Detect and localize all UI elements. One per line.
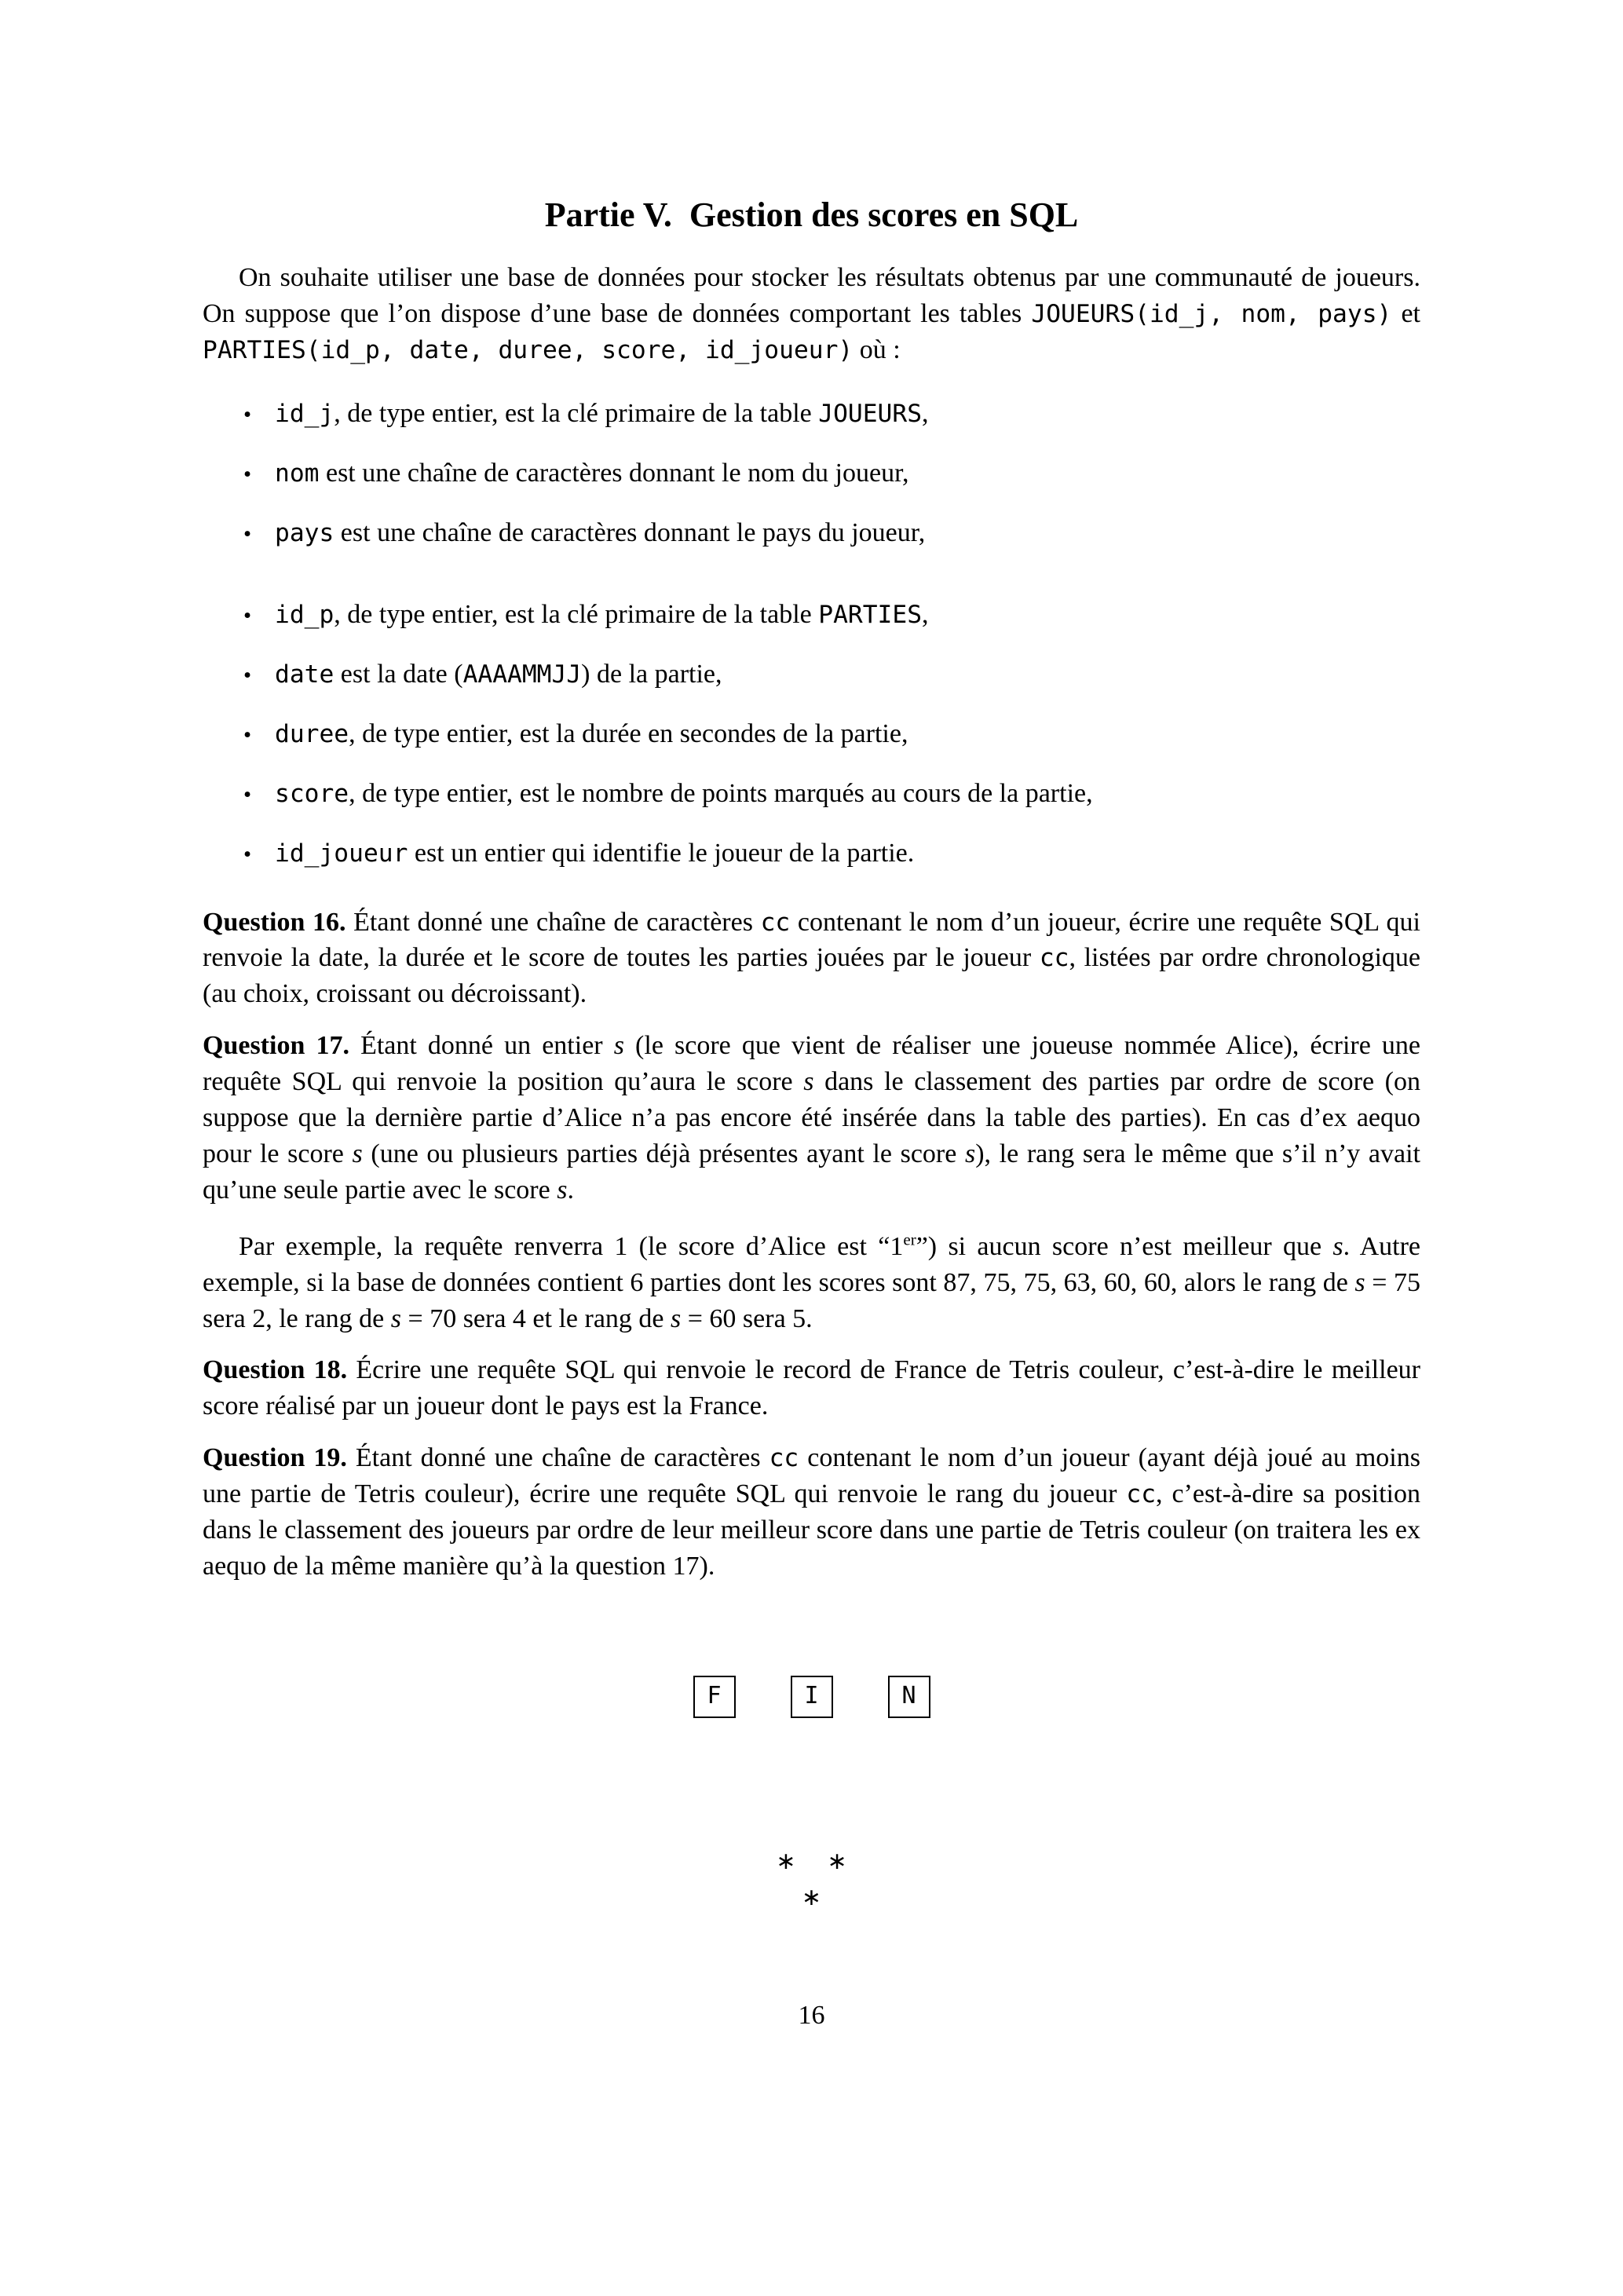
- text-segment-r: Écrire une requête SQL qui renvoie le record de France de Tetris couleur, c’est-à-dire le meilleur score réalisé par un joueur dont le pays est la France.: [203, 1355, 1420, 1421]
- question-17-paragraph: [203, 1028, 1420, 1208]
- text-segment-r: , de type entier, est la clé primaire de la table: [334, 600, 819, 630]
- text-segment-r: est une chaîne de caractères donnant le pays du joueur,: [334, 518, 926, 548]
- text-segment-c: nom: [275, 459, 320, 488]
- text-segment-i: s: [1332, 1231, 1343, 1261]
- list-item-pays: [203, 515, 1420, 551]
- fin-marker: [203, 1676, 1420, 1718]
- text-segment-i: s: [671, 1303, 682, 1333]
- bullet-marker: •: [243, 462, 252, 488]
- end-asterisks-bottom-row: [802, 1886, 821, 1910]
- text-segment-r: = 75 sera 2, le rang de: [203, 1267, 1420, 1333]
- text-segment-c: cc: [769, 1444, 799, 1473]
- text-segment-c: id_joueur: [275, 839, 408, 868]
- text-segment-r: (le score que vient de réaliser une joueuse nommée Alice), écrire une requête SQL qui renvoie la position qu’aura le score: [203, 1031, 1421, 1097]
- page-title: Partie V. Gestion des scores en SQL: [544, 196, 1079, 234]
- bullet-marker: •: [243, 663, 252, 689]
- text-segment-r: ), le rang sera le même que s’il n’y avait qu’une seule partie avec le score: [203, 1139, 1420, 1205]
- text-segment-r: , de type entier, est la durée en secondes de la partie,: [349, 718, 908, 748]
- text-segment-r: = 60 sera 5.: [681, 1303, 813, 1333]
- text-segment-r: On souhaite utiliser une base de données pour stocker les résultats obtenus par une communauté de joueurs. On suppose que l’on dispose d’une base de données comportant les tables: [203, 262, 1420, 328]
- list-item-score: [203, 776, 1420, 812]
- list-item-id-j: [203, 396, 1420, 432]
- text-segment-r: contenant le nom d’un joueur, écrire une requête SQL qui renvoie la date, la durée et le score de toutes les parties jouées par le joueur: [203, 907, 1420, 973]
- text-segment-c: cc: [1039, 944, 1069, 973]
- text-segment-c: PARTIES(id_p, date, duree, score, id_joueur): [203, 335, 854, 364]
- text-segment-r: ,: [922, 399, 929, 429]
- text-segment-c: score: [275, 779, 349, 808]
- text-segment-c: AAAAMMJJ: [462, 660, 582, 689]
- text-segment-r: , listées par ordre chronologique (au choix, croissant ou décroissant).: [203, 943, 1420, 1009]
- list-item-id-p: [203, 597, 1420, 633]
- text-segment-r: , de type entier, est la clé primaire de la table: [334, 399, 819, 429]
- text-segment-c: cc: [760, 908, 791, 937]
- text-segment-b: Question 17.: [203, 1031, 349, 1061]
- bullet-marker: •: [243, 722, 252, 748]
- text-segment-r: où :: [853, 335, 901, 364]
- list-item-text: [275, 835, 1420, 872]
- text-segment-r: est un entier qui identifie le joueur de la partie.: [408, 838, 915, 868]
- text-segment-r: .: [567, 1175, 574, 1205]
- list-item-text: [275, 455, 1420, 492]
- text-segment-r: Par exemple, la requête renverra 1 (le score d’Alice est “1: [239, 1231, 904, 1261]
- text-segment-r: est une chaîne de caractères donnant le nom du joueur,: [319, 459, 909, 488]
- text-segment-r: (une ou plusieurs parties déjà présentes ayant le score: [362, 1139, 965, 1168]
- bullet-marker: •: [243, 521, 252, 547]
- question-19-paragraph: [203, 1440, 1420, 1585]
- asterisk-glyph: ∗: [776, 1848, 796, 1874]
- text-segment-i: s: [557, 1175, 568, 1205]
- text-segment-r: Étant donné une chaîne de caractères: [345, 907, 761, 937]
- text-segment-b: Question 16.: [203, 907, 346, 937]
- list-item-text: [275, 656, 1420, 693]
- text-segment-c: duree: [275, 719, 349, 748]
- list-item-date: [203, 656, 1420, 693]
- text-segment-r: ,: [922, 600, 929, 630]
- text-segment-c: pays: [275, 519, 334, 548]
- fin-letter-box-i: I: [791, 1676, 833, 1718]
- text-segment-i: s: [352, 1139, 363, 1168]
- text-segment-r: contenant le nom d’un joueur (ayant déjà joué au moins une partie de Tetris couleur), écrire une requête SQL qui renvoie le rang du joueur: [203, 1443, 1420, 1509]
- list-item-id-joueur: [203, 835, 1420, 872]
- bullet-marker: •: [243, 781, 252, 807]
- text-segment-r: , de type entier, est le nombre de points marqués au cours de la partie,: [349, 778, 1093, 808]
- text-segment-c: id_j: [275, 400, 334, 429]
- text-segment-c: JOUEURS(id_j, nom, pays): [1031, 299, 1392, 328]
- text-segment-c: id_p: [275, 601, 334, 630]
- text-segment-r: dans le classement des parties par ordre de score (on suppose que la dernière partie d’Alice n’a pas encore été insérée dans la table des parties). En cas d’ex aequo pour le score: [203, 1067, 1420, 1168]
- text-segment-sup: er: [903, 1230, 916, 1249]
- fin-letter-box-n: N: [888, 1676, 930, 1718]
- list-item-text: [275, 776, 1420, 812]
- text-segment-r: Étant donné une chaîne de caractères: [346, 1443, 769, 1473]
- list-item-text: [275, 716, 1420, 752]
- text-segment-i: s: [390, 1303, 402, 1333]
- text-segment-c: PARTIES: [818, 601, 923, 630]
- text-segment-r: ) de la partie,: [581, 660, 722, 689]
- bullet-marker: •: [243, 841, 252, 867]
- page-number: 16: [798, 2000, 825, 2030]
- list-item-text: [275, 597, 1420, 633]
- list-item-nom: [203, 455, 1420, 492]
- list-item-text: [275, 396, 1420, 432]
- asterisk-glyph: ∗: [801, 1884, 822, 1910]
- fin-letter-box-f: F: [693, 1676, 736, 1718]
- bullet-marker: •: [243, 402, 252, 428]
- bullet-marker: •: [243, 603, 252, 629]
- end-asterisks-top-row: [776, 1850, 846, 1874]
- list-item-text: [275, 515, 1420, 551]
- text-segment-i: s: [803, 1067, 814, 1097]
- text-segment-r: Étant donné un entier: [349, 1031, 614, 1061]
- intro-paragraph: [203, 260, 1420, 368]
- text-segment-c: cc: [1126, 1480, 1157, 1509]
- text-segment-c: date: [275, 660, 334, 689]
- text-segment-c: JOUEURS: [818, 400, 923, 429]
- question-17-example-paragraph: [203, 1229, 1420, 1337]
- text-segment-r: , c’est-à-dire sa position dans le classement des joueurs par ordre de leur meilleur score dans une partie de Tetris couleur (on traitera les ex aequo de la même manière qu’à la question 17).: [203, 1479, 1421, 1581]
- text-segment-i: s: [964, 1139, 976, 1168]
- text-segment-i: s: [613, 1031, 624, 1061]
- text-segment-r: . Autre exemple, si la base de données contient 6 parties dont les scores sont 87, 75, 75, 63, 60, 60, alors le rang de: [203, 1231, 1420, 1297]
- question-16-paragraph: [203, 905, 1420, 1013]
- question-18-paragraph: [203, 1352, 1420, 1424]
- asterisk-glyph: ∗: [827, 1848, 847, 1874]
- text-segment-b: Question 19.: [203, 1443, 347, 1473]
- text-segment-i: s: [1354, 1267, 1365, 1297]
- field-definition-list: [203, 396, 1420, 871]
- end-asterisks: [203, 1850, 1420, 1910]
- text-segment-r: ”) si aucun score n’est meilleur que: [916, 1231, 1333, 1261]
- text-segment-b: Question 18.: [203, 1355, 348, 1385]
- list-item-duree: [203, 716, 1420, 752]
- text-segment-r: est la date (: [334, 660, 463, 689]
- text-segment-r: = 70 sera 4 et le rang de: [401, 1303, 671, 1333]
- text-segment-r: et: [1391, 298, 1420, 328]
